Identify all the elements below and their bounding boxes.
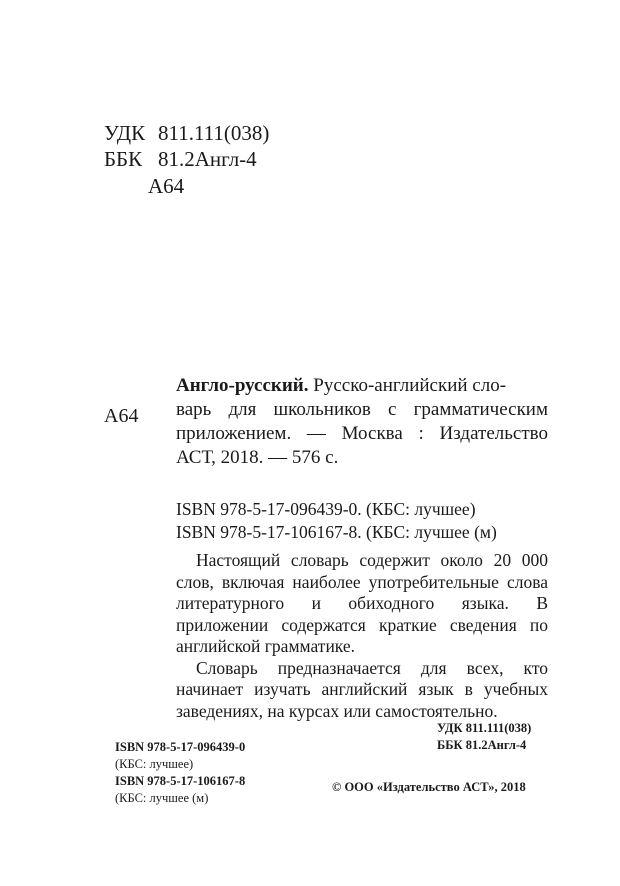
bottom-udk: УДК 811.111(038) bbox=[437, 721, 532, 735]
bottom-isbn-2: ISBN 978-5-17-106167-8 bbox=[115, 774, 246, 788]
card-line-1 bbox=[176, 375, 548, 397]
copyright: © ООО «Издательство АСТ», 2018 bbox=[332, 780, 526, 794]
annotation-paragraph-1: Настоящий словарь содержит около 20 000 слов, включая наиболее употребительные слова литературного и обиходного языка. В приложении содержатся краткие сведения по английской грамматике. bbox=[176, 550, 548, 656]
bottom-note-1: (КБС: лучшее) bbox=[115, 757, 194, 771]
card-description bbox=[176, 375, 548, 397]
annotation bbox=[176, 550, 548, 722]
bbk-line bbox=[104, 146, 257, 172]
card-line-1-text: Русско-английский сло- bbox=[313, 375, 507, 396]
bbk-label: ББК bbox=[104, 147, 143, 171]
bottom-isbn-1: ISBN 978-5-17-096439-0 bbox=[115, 740, 246, 754]
bbk-value: 81.2Англ-4 bbox=[158, 147, 257, 171]
card-index: А64 bbox=[104, 405, 139, 427]
udk-label: УДК bbox=[104, 121, 146, 145]
bottom-note-2: (КБС: лучшее (м) bbox=[115, 791, 209, 805]
card-title: Англо-русский. bbox=[176, 375, 309, 396]
annotation-paragraph-2: Словарь предназначается для всех, кто начинает изучать английский язык в учебных заведениях, на курсах или самостоятельно. bbox=[176, 657, 548, 721]
bottom-bbk: ББК 81.2Англ-4 bbox=[437, 738, 527, 752]
author-mark: А64 bbox=[148, 174, 185, 198]
card-line-3: приложением. — Москва : Издательство bbox=[176, 423, 548, 444]
card-isbn-1: ISBN 978-5-17-096439-0. (КБС: лучшее) bbox=[176, 499, 476, 519]
card-isbn-2: ISBN 978-5-17-106167-8. (КБС: лучшее (м) bbox=[176, 522, 497, 542]
udk-value: 811.111(038) bbox=[158, 121, 270, 145]
udk-line bbox=[104, 120, 269, 146]
card-line-2: варь для школьников с грамматическим bbox=[176, 399, 548, 420]
card-line-4: АСТ, 2018. — 576 с. bbox=[176, 447, 339, 468]
